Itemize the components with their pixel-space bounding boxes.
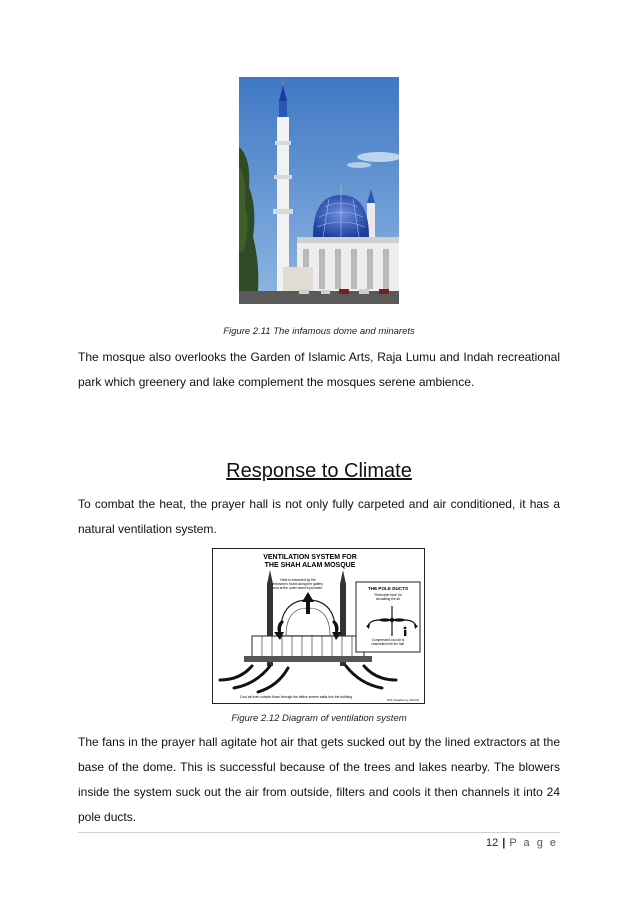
inset-note-line1: "Helicopter fans" for — [373, 593, 403, 597]
diagram-credit: NST Graphics by CHUAH — [387, 698, 419, 702]
figure-caption-2: Figure 2.12 Diagram of ventilation system — [231, 713, 407, 724]
footer-divider — [78, 832, 560, 833]
diagram-bottom-note: Cool air from outside flows through the lattice screen walls into the building — [239, 695, 353, 699]
diagram-title-line2: THE SHAH ALAM MOSQUE — [264, 562, 356, 569]
section-heading: Response to Climate — [226, 460, 412, 482]
inset-title: THE POLE DUCTS — [367, 586, 409, 591]
paragraph-ventilation-intro: To combat the heat, the prayer hall is not only fully carpeted and air conditioned, it has a natural ventilation system. — [78, 497, 560, 536]
inset-note-line2: circulating the air — [375, 597, 401, 601]
figure-caption-1: Figure 2.11 The infamous dome and minarets — [223, 326, 415, 337]
inset-note-line3: Compressed cool air is — [371, 638, 405, 642]
mosque-photo-image — [239, 77, 399, 304]
ventilation-diagram — [212, 548, 425, 704]
heat-note-line3: and at the outer dome's pinnacle. — [272, 586, 324, 590]
page-label: P a g e — [509, 837, 558, 849]
paragraph-garden: The mosque also overlooks the Garden of Islamic Arts, Raja Lumu and Indah recreational park which greenery and lake complement the mosques serene ambience. — [78, 350, 560, 389]
mosque-photo — [239, 77, 399, 304]
diagram-title-line1: VENTILATION SYSTEM FOR — [263, 554, 357, 561]
paragraph-fans: The fans in the prayer hall agitate hot air that gets sucked out by the lined extractors at the base of the dome. This is successful because of the trees and lakes nearby. The blowers inside the system suck out the air from outside, filters and cools it then channels it into 24 pole ducts. — [78, 735, 560, 824]
page-footer — [486, 837, 558, 849]
ventilation-diagram-svg — [212, 548, 425, 704]
footer-separator: | — [502, 837, 506, 849]
heat-note-line2: extractors found along the gallery — [272, 582, 324, 586]
heat-note-line1: Heat is extracted by the — [280, 578, 316, 582]
inset-note-line4: channelled into the hall. — [371, 642, 405, 646]
page-number: 12 — [486, 837, 499, 849]
